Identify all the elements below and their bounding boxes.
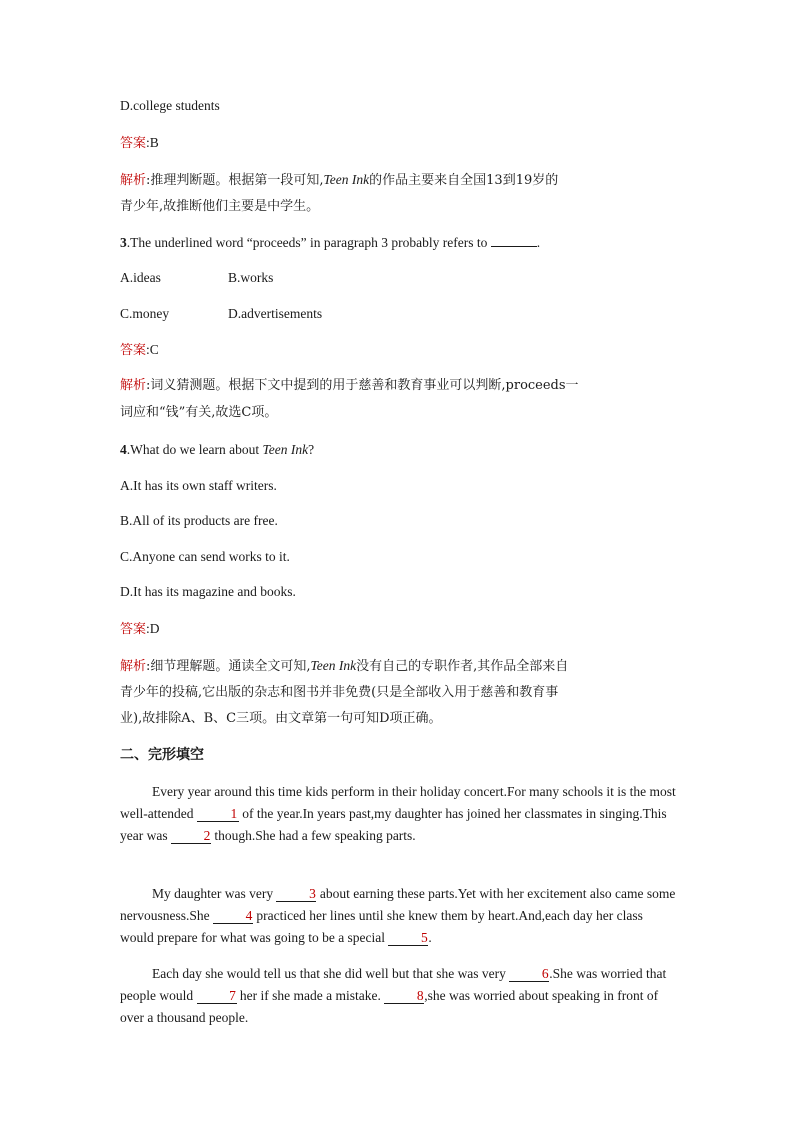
q4-analysis-line-1 [120,657,568,676]
paragraph-text: .She was worried that people would [120,966,667,1003]
analysis-italic-title: Teen Ink [310,658,357,673]
paragraph-text: about earning these parts.Yet with her excitement also came some nervousness.She [120,886,676,923]
analysis-label: 解析 [120,173,147,188]
cloze-paragraph-2 [120,883,676,949]
answer-label: 答案 [120,343,147,358]
q4-option-a: A.It has its own staff writers. [120,478,277,493]
q4-analysis-line-2: 青少年的投稿,它出版的杂志和图书并非免费(只是全部收入用于慈善和教育事 [120,685,559,700]
analysis-text: 的作品主要来自全国13到19岁的 [369,173,559,188]
q3-option-a: A.ideas [120,270,161,285]
cloze-paragraph-1 [120,781,676,847]
paragraph-text: her if she made a mistake. [236,988,385,1003]
analysis-label: 解析 [120,378,147,393]
answer-value: :C [146,342,159,357]
question-italic-title: Teen Ink [262,442,309,457]
paragraph-text: practiced her lines until she knew them by heart.And,each day her class would prepare for what was going to be a special [120,908,643,945]
q3-answer [120,341,159,360]
cloze-blank-3: 3 [276,886,316,902]
analysis-label: 解析 [120,659,147,674]
cloze-blank-6: 6 [509,966,549,982]
q4-option-b: B.All of its products are free. [120,513,278,528]
cloze-blank-2: 2 [171,828,211,844]
q2-analysis-line-2: 青少年,故推断他们主要是中学生。 [120,199,320,214]
analysis-text: 没有自己的专职作者,其作品全部来自 [356,659,569,674]
q4-answer [120,620,160,639]
answer-blank [491,246,537,247]
cloze-blank-5: 5 [388,930,428,946]
paragraph-text: of the year.In years past,my daughter has joined her classmates in singing.This year was [120,806,667,843]
cloze-paragraph-3 [120,963,676,1029]
q4-question [120,441,314,459]
paragraph-text: My daughter was very [152,886,277,901]
question-text: ? [308,442,315,457]
paragraph-text: though.She had a few speaking parts. [210,828,416,843]
q2-option-d: D.college students [120,98,220,113]
question-text: .The underlined word “proceeds” in paragraph 3 probably refers to [126,235,488,250]
answer-value: :D [146,621,160,636]
paragraph-text: Every year around this time kids perform in their holiday concert.For many schools it is the most well-attended [120,784,676,821]
question-number: 4 [120,442,127,457]
analysis-italic-title: Teen Ink [323,172,370,187]
section-title: 二、完形填空 [120,747,204,763]
paragraph-text: ,she was worried about speaking in front of over a thousand people. [120,988,659,1025]
q3-option-c: C.money [120,306,170,321]
question-number: 3 [120,235,127,250]
cloze-blank-1: 1 [197,806,239,822]
cloze-blank-7: 7 [197,988,237,1004]
analysis-text: :推理判断题。根据第一段可知, [146,173,324,188]
answer-value: :B [146,135,159,150]
analysis-text: :词义猜测题。根据下文中提到的用于慈善和教育事业可以判断,proceeds一 [146,378,579,393]
q3-option-b: B.works [228,270,274,285]
q4-option-c: C.Anyone can send works to it. [120,549,290,564]
q2-answer [120,134,159,153]
q2-analysis-line-1 [120,171,558,190]
q3-analysis-line-1 [120,377,579,395]
q4-option-d: D.It has its magazine and books. [120,584,296,599]
paragraph-text: . [428,930,432,945]
q4-analysis-line-3: 业),故排除A、B、C三项。由文章第一句可知D项正确。 [120,711,442,726]
analysis-text: :细节理解题。通读全文可知, [146,659,311,674]
cloze-blank-8: 8 [384,988,424,1004]
q3-option-d: D.advertisements [228,306,323,321]
answer-label: 答案 [120,136,147,151]
answer-label: 答案 [120,622,147,637]
question-text: .What do we learn about [126,442,263,457]
paragraph-text: Each day she would tell us that she did well but that she was very [152,966,510,981]
q3-analysis-line-2: 词应和“钱”有关,故选C项。 [120,405,278,420]
cloze-blank-4: 4 [213,908,253,924]
q3-question: 3.The underlined word “proceeds” in paragraph 3 probably refers to . [120,235,541,250]
